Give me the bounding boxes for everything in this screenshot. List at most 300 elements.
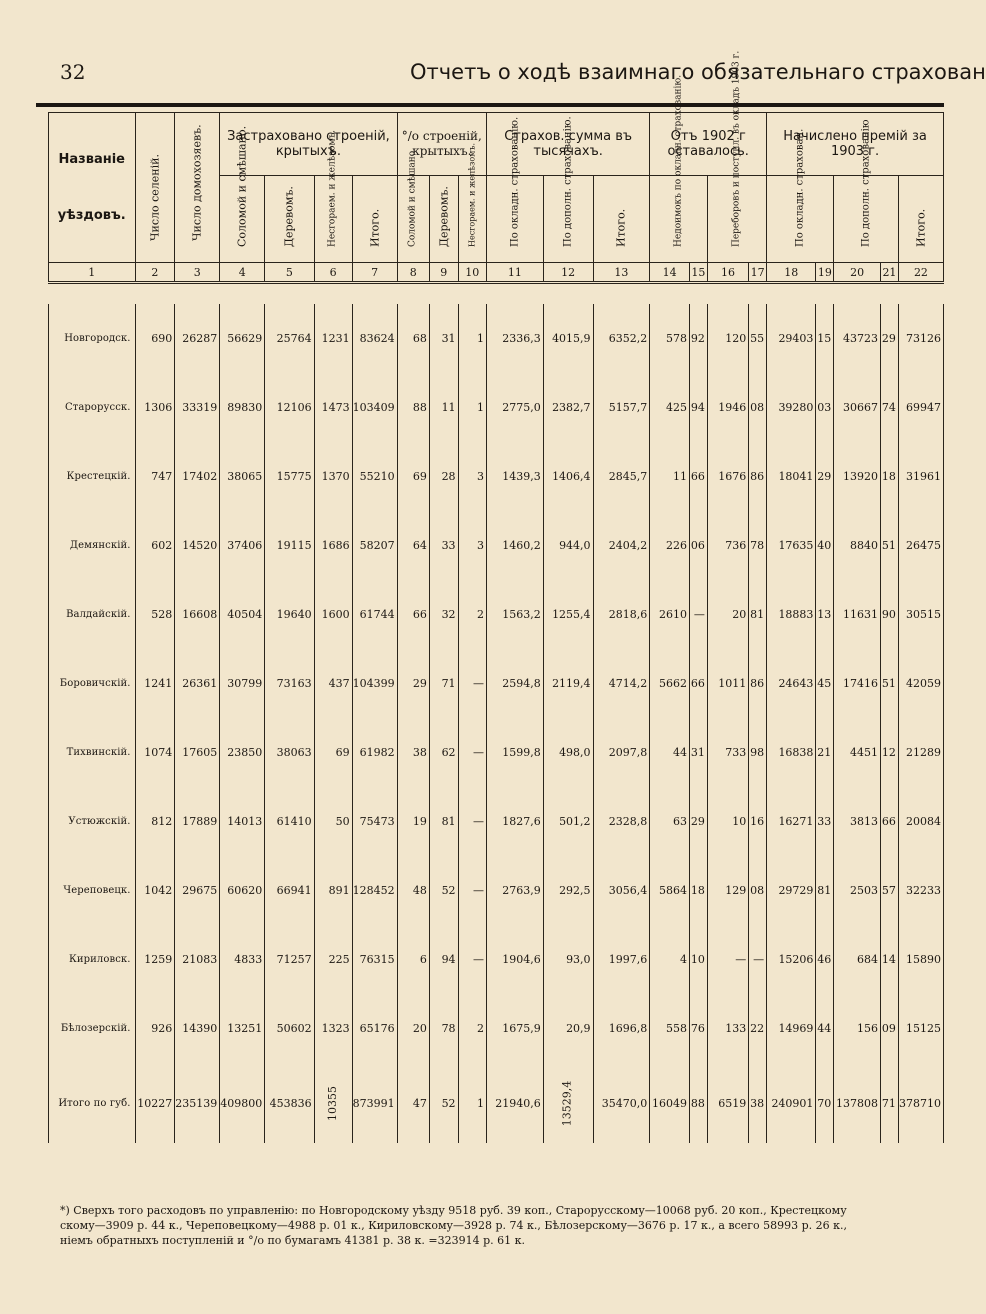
col-number: 9 xyxy=(429,263,458,283)
cell-p-wood: 62 xyxy=(429,718,458,787)
cell-prem-total: 15125 xyxy=(898,994,943,1063)
cell-total: 75473 xyxy=(352,787,397,856)
cell-p-wood: 52 xyxy=(429,1063,458,1143)
cell-p-wood: 78 xyxy=(429,994,458,1063)
cell-over-r: 20 xyxy=(707,580,748,649)
cell-p-fire: — xyxy=(458,718,486,787)
cell-over-r: 1676 xyxy=(707,442,748,511)
cell-over-k: 08 xyxy=(749,856,767,925)
footnote-line: скому—3909 р. 44 к., Череповецкому—4988 р. 01 к., Кириловскому—3928 р. 74 к., Бѣлозерскому—3676 р. 17 к., а всего 58993 р. 26 к., xyxy=(60,1219,847,1232)
col-number: 8 xyxy=(397,263,429,283)
cell-prem-main-r: 24643 xyxy=(767,649,816,718)
col-households-header-text: Число домохозяевъ. xyxy=(190,124,204,241)
col-13-header-text: Итого. xyxy=(614,208,628,247)
col-villages-header-text: Число селеній. xyxy=(148,154,162,241)
cell-prem-main-k: 44 xyxy=(816,994,834,1063)
cell-households: 235139 xyxy=(175,1063,220,1143)
district-name-cell: Итого по губ. xyxy=(49,1063,136,1143)
district-name-cell: Демянскій. xyxy=(49,511,136,580)
col-number: 21 xyxy=(881,263,899,283)
cell-total: 873991 xyxy=(352,1063,397,1143)
cell-villages: 10227 xyxy=(135,1063,175,1143)
cell-arrears-r: 226 xyxy=(650,511,690,580)
cell-prem-main-k: 03 xyxy=(816,373,834,442)
district-name-cell: Новгородск. xyxy=(49,304,136,373)
cell-p-fire: — xyxy=(458,787,486,856)
cell-prem-main-r: 29403 xyxy=(767,304,816,373)
cell-prem-total: 69947 xyxy=(898,373,943,442)
cell-prem-main-k: 21 xyxy=(816,718,834,787)
col-number: 15 xyxy=(690,263,708,283)
col-number: 22 xyxy=(898,263,943,283)
cell-prem-main-k: 33 xyxy=(816,787,834,856)
cell-villages: 1306 xyxy=(135,373,175,442)
cell-p-straw: 88 xyxy=(397,373,429,442)
col-20-header-text: По дополн. страхованію xyxy=(860,119,872,247)
cell-p-wood: 32 xyxy=(429,580,458,649)
cell-s-add: 20,9 xyxy=(543,994,593,1063)
cell-p-straw: 66 xyxy=(397,580,429,649)
cell-prem-add-k: 66 xyxy=(881,787,899,856)
cell-fireproof: 225 xyxy=(314,925,352,994)
cell-villages: 747 xyxy=(135,442,175,511)
cell-prem-main-k: 13 xyxy=(816,580,834,649)
cell-total: 65176 xyxy=(352,994,397,1063)
cell-arrears-r: 4 xyxy=(650,925,690,994)
cell-prem-main-r: 29729 xyxy=(767,856,816,925)
cell-straw: 60620 xyxy=(220,856,265,925)
cell-total: 103409 xyxy=(352,373,397,442)
cell-arrears-k: 10 xyxy=(690,925,708,994)
cell-wood: 38063 xyxy=(265,718,314,787)
cell-straw: 30799 xyxy=(220,649,265,718)
cell-fireproof: 1231 xyxy=(314,304,352,373)
cell-wood: 19115 xyxy=(265,511,314,580)
col-11-header-text: По окладн. страхованію. xyxy=(509,116,521,247)
cell-s-main: 2336,3 xyxy=(487,304,544,373)
cell-prem-total: 73126 xyxy=(898,304,943,373)
cell-arrears-k: 06 xyxy=(690,511,708,580)
cell-prem-main-r: 15206 xyxy=(767,925,816,994)
cell-total: 58207 xyxy=(352,511,397,580)
district-name-cell: Боровичскій. xyxy=(49,649,136,718)
col-number: 3 xyxy=(175,263,220,283)
cell-wood: 25764 xyxy=(265,304,314,373)
col-9-header xyxy=(429,176,458,263)
cell-p-straw: 6 xyxy=(397,925,429,994)
cell-arrears-k: 66 xyxy=(690,442,708,511)
cell-households: 14390 xyxy=(175,994,220,1063)
table-row xyxy=(49,994,944,1063)
cell-over-r: 736 xyxy=(707,511,748,580)
cell-arrears-k: 66 xyxy=(690,649,708,718)
cell-arrears-k: 76 xyxy=(690,994,708,1063)
col-4-header xyxy=(220,125,265,263)
cell-s-main: 1460,2 xyxy=(487,511,544,580)
cell-s-add: 944,0 xyxy=(543,511,593,580)
cell-wood: 50602 xyxy=(265,994,314,1063)
cell-s-total: 1997,6 xyxy=(593,925,650,994)
cell-over-k: 38 xyxy=(749,1063,767,1143)
cell-total: 104399 xyxy=(352,649,397,718)
cell-wood: 71257 xyxy=(265,925,314,994)
cell-p-wood: 31 xyxy=(429,304,458,373)
cell-p-straw: 47 xyxy=(397,1063,429,1143)
cell-straw: 14013 xyxy=(220,787,265,856)
cell-prem-add-k: 18 xyxy=(881,442,899,511)
cell-prem-main-k: 46 xyxy=(816,925,834,994)
cell-prem-add-r: 8840 xyxy=(834,511,881,580)
cell-over-r: 129 xyxy=(707,856,748,925)
col-number: 18 xyxy=(767,263,816,283)
col-number: 12 xyxy=(543,263,593,283)
cell-s-add: 292,5 xyxy=(543,856,593,925)
col-6-header xyxy=(314,129,352,263)
col-number: 7 xyxy=(352,263,397,283)
cell-s-main: 1904,6 xyxy=(487,925,544,994)
cell-p-straw: 68 xyxy=(397,304,429,373)
cell-s-add: 1255,4 xyxy=(543,580,593,649)
cell-p-wood: 33 xyxy=(429,511,458,580)
table-row xyxy=(49,304,944,373)
col-10-header-text: Несгораем. и желѣзомъ. xyxy=(467,142,477,247)
cell-p-fire: — xyxy=(458,856,486,925)
cell-prem-total: 378710 xyxy=(898,1063,943,1143)
cell-s-add: 4015,9 xyxy=(543,304,593,373)
cell-over-k: 16 xyxy=(749,787,767,856)
cell-prem-add-k: 12 xyxy=(881,718,899,787)
cell-households: 16608 xyxy=(175,580,220,649)
cell-prem-total: 26475 xyxy=(898,511,943,580)
cell-over-r: 10 xyxy=(707,787,748,856)
cell-prem-add-k: 29 xyxy=(881,304,899,373)
cell-fireproof xyxy=(314,1063,352,1143)
cell-over-r: 120 xyxy=(707,304,748,373)
col-7-header-text: Итого. xyxy=(368,208,382,247)
cell-straw: 89830 xyxy=(220,373,265,442)
cell-fireproof: 1600 xyxy=(314,580,352,649)
cell-arrears-r: 425 xyxy=(650,373,690,442)
cell-s-add xyxy=(543,1063,593,1143)
cell-fireproof: 1686 xyxy=(314,511,352,580)
cell-total: 61744 xyxy=(352,580,397,649)
col-10-header xyxy=(458,142,486,263)
col-14-header-text: Недоимокъ по окладн. страхованію. xyxy=(673,74,684,247)
cell-p-wood: 52 xyxy=(429,856,458,925)
cell-arrears-r: 578 xyxy=(650,304,690,373)
col-households-header xyxy=(175,113,220,263)
footnote-line: *) Сверхъ того расходовъ по управленію: по Новгородскому уѣзду 9518 руб. 39 коп., Старорусскому—10068 руб. 20 коп., Крестецкому xyxy=(60,1204,847,1217)
cell-arrears-r: 63 xyxy=(650,787,690,856)
cell-prem-add-r: 11631 xyxy=(834,580,881,649)
premiums-group-header: Начислено премій за 1903 г. xyxy=(767,113,944,176)
cell-prem-main-r: 18883 xyxy=(767,580,816,649)
cell-wood: 12106 xyxy=(265,373,314,442)
cell-prem-total: 32233 xyxy=(898,856,943,925)
cell-prem-main-k: 81 xyxy=(816,856,834,925)
from1902-group-header: Отъ 1902 г оставалось. xyxy=(650,113,767,176)
cell-prem-main-k: 45 xyxy=(816,649,834,718)
cell-s-total: 2404,2 xyxy=(593,511,650,580)
col-5-header xyxy=(265,176,314,263)
cell-p-straw: 64 xyxy=(397,511,429,580)
cell-households: 14520 xyxy=(175,511,220,580)
cell-p-fire: 3 xyxy=(458,442,486,511)
total-row xyxy=(49,1063,944,1143)
cell-prem-main-k: 29 xyxy=(816,442,834,511)
cell-over-r: 6519 xyxy=(707,1063,748,1143)
cell-prem-main-r: 17635 xyxy=(767,511,816,580)
col-8-header xyxy=(397,147,429,263)
cell-prem-main-k: 15 xyxy=(816,304,834,373)
table-row xyxy=(49,787,944,856)
cell-prem-add-r: 13920 xyxy=(834,442,881,511)
cell-s-total: 2845,7 xyxy=(593,442,650,511)
col-13-header xyxy=(593,176,650,263)
footnote xyxy=(60,1203,944,1248)
cell-s-add: 2382,7 xyxy=(543,373,593,442)
col-number: 14 xyxy=(650,263,690,283)
cell-prem-add-k: 14 xyxy=(881,925,899,994)
col-18-header xyxy=(767,128,834,263)
cell-p-wood: 28 xyxy=(429,442,458,511)
cell-s-add: 501,2 xyxy=(543,787,593,856)
insured-group-header: Застраховано строеній, крытыхъ. xyxy=(220,113,397,176)
spacer-row xyxy=(49,283,944,305)
cell-prem-add-k: 57 xyxy=(881,856,899,925)
col-villages-header xyxy=(135,113,175,263)
cell-prem-add-k: 09 xyxy=(881,994,899,1063)
cell-s-add: 1406,4 xyxy=(543,442,593,511)
cell-fireproof: 1370 xyxy=(314,442,352,511)
cell-prem-main-r: 18041 xyxy=(767,442,816,511)
cell-prem-main-r: 16271 xyxy=(767,787,816,856)
cell-p-straw: 38 xyxy=(397,718,429,787)
cell-s-add: 93,0 xyxy=(543,925,593,994)
cell-s-total: 35470,0 xyxy=(593,1063,650,1143)
cell-s-total: 3056,4 xyxy=(593,856,650,925)
cell-prem-add-r: 3813 xyxy=(834,787,881,856)
col-9-header-text: Деревомъ. xyxy=(437,186,451,247)
table-row xyxy=(49,649,944,718)
cell-wood: 15775 xyxy=(265,442,314,511)
cell-prem-main-r: 39280 xyxy=(767,373,816,442)
cell-arrears-k: 18 xyxy=(690,856,708,925)
cell-villages: 926 xyxy=(135,994,175,1063)
cell-villages: 1259 xyxy=(135,925,175,994)
col-number: 6 xyxy=(314,263,352,283)
col-6-header-text: Несгораем. и желѣзомъ. xyxy=(327,129,338,247)
cell-households: 33319 xyxy=(175,373,220,442)
cell-villages: 1241 xyxy=(135,649,175,718)
cell-prem-add-k: 51 xyxy=(881,511,899,580)
col-18-header-text: По окладн. страхован. xyxy=(794,128,806,247)
cell-over-k: 78 xyxy=(749,511,767,580)
cell-prem-total: 42059 xyxy=(898,649,943,718)
cell-arrears-k: — xyxy=(690,580,708,649)
cell-fireproof: 50 xyxy=(314,787,352,856)
cell-p-fire: 1 xyxy=(458,304,486,373)
cell-arrears-r: 5662 xyxy=(650,649,690,718)
cell-prem-add-r: 17416 xyxy=(834,649,881,718)
rotated-value: 13529,4 xyxy=(560,1080,574,1126)
cell-p-fire: 2 xyxy=(458,994,486,1063)
cell-prem-add-r: 156 xyxy=(834,994,881,1063)
cell-wood: 73163 xyxy=(265,649,314,718)
cell-p-fire: 3 xyxy=(458,511,486,580)
cell-s-main: 21940,6 xyxy=(487,1063,544,1143)
cell-prem-main-k: 70 xyxy=(816,1063,834,1143)
cell-over-k: 86 xyxy=(749,442,767,511)
cell-households: 26361 xyxy=(175,649,220,718)
cell-villages: 602 xyxy=(135,511,175,580)
col-number: 16 xyxy=(707,263,748,283)
cell-fireproof: 69 xyxy=(314,718,352,787)
cell-p-fire: — xyxy=(458,649,486,718)
cell-total: 76315 xyxy=(352,925,397,994)
col-number: 1 xyxy=(49,263,136,283)
header-rule xyxy=(36,103,944,107)
cell-s-total: 4714,2 xyxy=(593,649,650,718)
cell-over-k: 98 xyxy=(749,718,767,787)
cell-straw: 409800 xyxy=(220,1063,265,1143)
cell-prem-add-r: 4451 xyxy=(834,718,881,787)
table-row xyxy=(49,856,944,925)
cell-households: 17402 xyxy=(175,442,220,511)
sum-group-header: Страхов. сумма въ тысячахъ. xyxy=(487,113,650,176)
cell-prem-add-k: 71 xyxy=(881,1063,899,1143)
cell-prem-add-k: 51 xyxy=(881,649,899,718)
cell-straw: 37406 xyxy=(220,511,265,580)
cell-households: 29675 xyxy=(175,856,220,925)
cell-fireproof: 891 xyxy=(314,856,352,925)
cell-s-total: 2818,6 xyxy=(593,580,650,649)
cell-over-r: 733 xyxy=(707,718,748,787)
col-number: 5 xyxy=(265,263,314,283)
cell-p-straw: 29 xyxy=(397,649,429,718)
cell-s-total: 2097,8 xyxy=(593,718,650,787)
col-22-header-text: Итого. xyxy=(914,208,928,247)
footnote-line: нiемъ обратныхъ поступленій и °/о по бумагамъ 41381 р. 38 к. =323914 р. 61 к. xyxy=(60,1234,525,1247)
cell-households: 26287 xyxy=(175,304,220,373)
cell-prem-add-r: 684 xyxy=(834,925,881,994)
cell-wood: 61410 xyxy=(265,787,314,856)
cell-s-main: 1675,9 xyxy=(487,994,544,1063)
rotated-value: 10355 xyxy=(325,1085,339,1121)
col-number: 17 xyxy=(749,263,767,283)
cell-s-total: 2328,8 xyxy=(593,787,650,856)
cell-households: 17889 xyxy=(175,787,220,856)
cell-s-main: 2594,8 xyxy=(487,649,544,718)
col-number: 13 xyxy=(593,263,650,283)
cell-p-wood: 81 xyxy=(429,787,458,856)
table-row xyxy=(49,580,944,649)
cell-villages: 1074 xyxy=(135,718,175,787)
cell-total: 128452 xyxy=(352,856,397,925)
cell-p-straw: 19 xyxy=(397,787,429,856)
cell-p-wood: 11 xyxy=(429,373,458,442)
col-number: 10 xyxy=(458,263,486,283)
cell-over-k: 22 xyxy=(749,994,767,1063)
cell-straw: 13251 xyxy=(220,994,265,1063)
cell-p-fire: — xyxy=(458,925,486,994)
district-name-cell: Череповецк. xyxy=(49,856,136,925)
district-name-cell: Крестецкій. xyxy=(49,442,136,511)
col-12-header xyxy=(543,116,593,263)
cell-prem-total: 21289 xyxy=(898,718,943,787)
cell-arrears-r: 11 xyxy=(650,442,690,511)
cell-prem-add-r: 30667 xyxy=(834,373,881,442)
cell-over-r: 133 xyxy=(707,994,748,1063)
col-number: 19 xyxy=(816,263,834,283)
cell-s-add: 498,0 xyxy=(543,718,593,787)
cell-arrears-k: 29 xyxy=(690,787,708,856)
page-number: 32 xyxy=(60,60,86,84)
cell-p-fire: 1 xyxy=(458,1063,486,1143)
cell-over-r: 1946 xyxy=(707,373,748,442)
col-number: 20 xyxy=(834,263,881,283)
cell-p-straw: 20 xyxy=(397,994,429,1063)
table-body xyxy=(49,283,944,1144)
cell-s-main: 1439,3 xyxy=(487,442,544,511)
col-22-header xyxy=(898,176,943,263)
cell-arrears-k: 88 xyxy=(690,1063,708,1143)
cell-arrears-k: 94 xyxy=(690,373,708,442)
col-12-header-text: По дополн. страхованію. xyxy=(562,116,574,247)
cell-fireproof: 1323 xyxy=(314,994,352,1063)
cell-s-total: 5157,7 xyxy=(593,373,650,442)
cell-over-k: 08 xyxy=(749,373,767,442)
table-row xyxy=(49,718,944,787)
cell-p-wood: 94 xyxy=(429,925,458,994)
name-header-text: Названіе уѣздовъ. xyxy=(57,151,126,223)
running-title: Отчетъ о ходѣ взаимнаго обязательнаго страхован xyxy=(410,60,986,84)
cell-arrears-r: 44 xyxy=(650,718,690,787)
cell-p-fire: 2 xyxy=(458,580,486,649)
cell-straw: 23850 xyxy=(220,718,265,787)
name-header xyxy=(49,113,136,263)
cell-arrears-r: 2610 xyxy=(650,580,690,649)
cell-total: 55210 xyxy=(352,442,397,511)
cell-over-k: — xyxy=(749,925,767,994)
cell-fireproof: 437 xyxy=(314,649,352,718)
col-5-header-text: Деревомъ. xyxy=(282,186,296,247)
district-name-cell: Бѣлозерскій. xyxy=(49,994,136,1063)
cell-prem-add-r: 137808 xyxy=(834,1063,881,1143)
table-row xyxy=(49,373,944,442)
cell-prem-main-k: 40 xyxy=(816,511,834,580)
cell-villages: 528 xyxy=(135,580,175,649)
col-number: 2 xyxy=(135,263,175,283)
district-name-cell: Старорусск. xyxy=(49,373,136,442)
district-name-cell: Валдайскій. xyxy=(49,580,136,649)
cell-p-straw: 69 xyxy=(397,442,429,511)
cell-p-wood: 71 xyxy=(429,649,458,718)
cell-s-total: 1696,8 xyxy=(593,994,650,1063)
col-number: 11 xyxy=(487,263,544,283)
cell-straw: 40504 xyxy=(220,580,265,649)
col-20-header xyxy=(834,119,899,263)
cell-over-k: 55 xyxy=(749,304,767,373)
cell-p-straw: 48 xyxy=(397,856,429,925)
cell-villages: 690 xyxy=(135,304,175,373)
cell-prem-add-k: 90 xyxy=(881,580,899,649)
cell-over-r: — xyxy=(707,925,748,994)
cell-s-total: 6352,2 xyxy=(593,304,650,373)
cell-over-k: 86 xyxy=(749,649,767,718)
cell-over-r: 1011 xyxy=(707,649,748,718)
cell-total: 61982 xyxy=(352,718,397,787)
